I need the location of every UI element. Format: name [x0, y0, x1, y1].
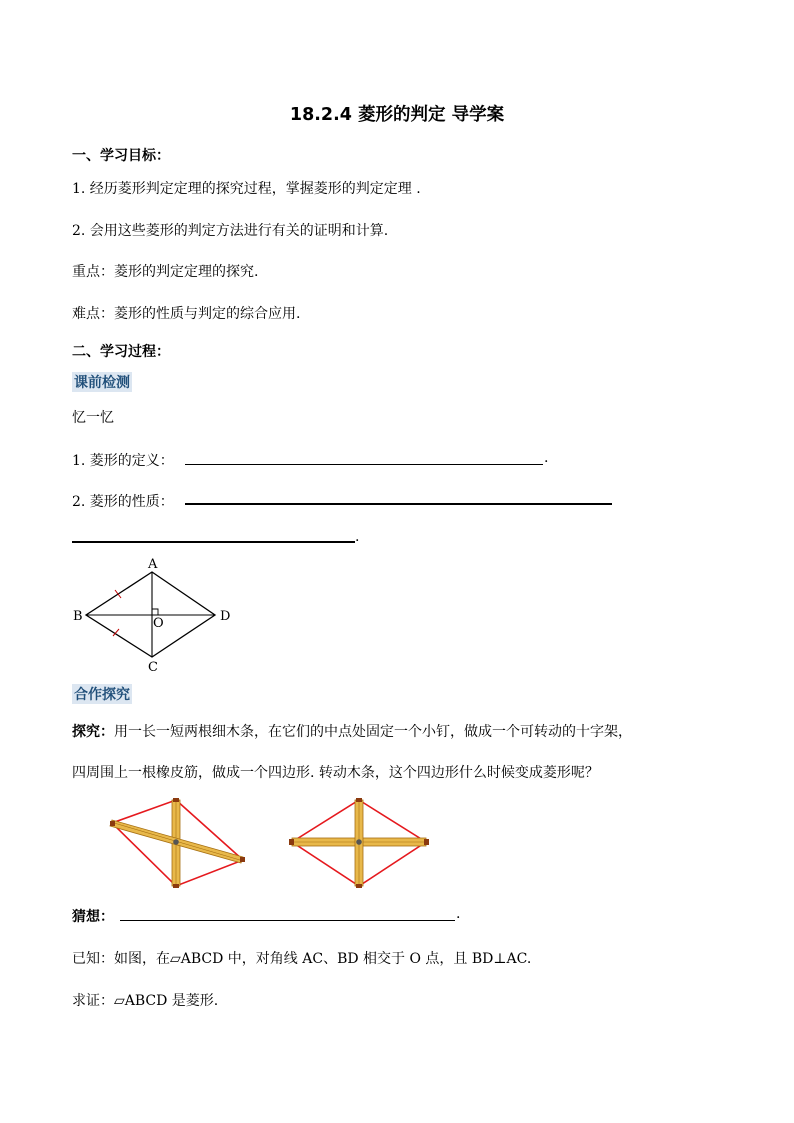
wooden-cross-figure-2 [285, 790, 445, 900]
label-o: O [153, 616, 164, 631]
label-a: A [148, 557, 158, 572]
prove-statement: 求证：▱ABCD 是菱形. [72, 993, 219, 1009]
q2-answer-line-1[interactable] [185, 503, 612, 505]
explore-line-2: 四周围上一根橡皮筋，做成一个四边形. 转动木条，这个四边形什么时候变成菱形呢？ [72, 765, 599, 781]
q1-label: 1. 菱形的定义： [72, 453, 174, 469]
q2-period: . [355, 529, 360, 545]
guess-label: 猜想： [72, 909, 114, 925]
rhombus-figure [60, 552, 250, 677]
tick-mark-ab [115, 590, 121, 598]
q2-label: 2. 菱形的性质： [72, 494, 174, 510]
section-heading-process: 二、学习过程： [72, 344, 170, 360]
page-title: 18.2.4 菱形的判定 导学案 [289, 105, 505, 125]
guess-answer-line[interactable] [120, 920, 455, 921]
goal-1: 1. 经历菱形判定定理的探究过程，掌握菱形的判定定理 . [72, 181, 421, 197]
guess-period: . [456, 906, 461, 922]
tag-cooperative-explore: 合作探究 [72, 684, 132, 704]
section-heading-goals: 一、学习目标： [72, 148, 170, 164]
label-b: B [73, 609, 83, 624]
difficulty: 难点：菱形的性质与判定的综合应用. [72, 306, 301, 322]
given-statement: 已知：如图，在▱ABCD 中，对角线 AC、BD 相交于 O 点，且 BD⊥AC. [72, 951, 532, 967]
right-angle-mark [152, 609, 158, 615]
label-c: C [148, 660, 158, 675]
tag-preview-check: 课前检测 [72, 372, 132, 392]
explore-line-1: 用一长一短两根细木条，在它们的中点处固定一个小钉，做成一个可转动的十字架， [114, 724, 632, 740]
explore-paragraph [72, 721, 632, 741]
nail [173, 839, 179, 845]
q1-period: . [544, 450, 549, 466]
recall-label: 忆一忆 [72, 410, 114, 426]
nail [356, 839, 362, 845]
wooden-cross-figure-1 [100, 790, 260, 900]
q2-answer-line-2[interactable] [72, 541, 355, 543]
label-d: D [220, 609, 231, 624]
key-point: 重点：菱形的判定定理的探究. [72, 264, 259, 280]
explore-label: 探究： [72, 724, 114, 740]
q1-answer-line[interactable] [185, 464, 543, 465]
goal-2: 2. 会用这些菱形的判定方法进行有关的证明和计算. [72, 223, 389, 239]
